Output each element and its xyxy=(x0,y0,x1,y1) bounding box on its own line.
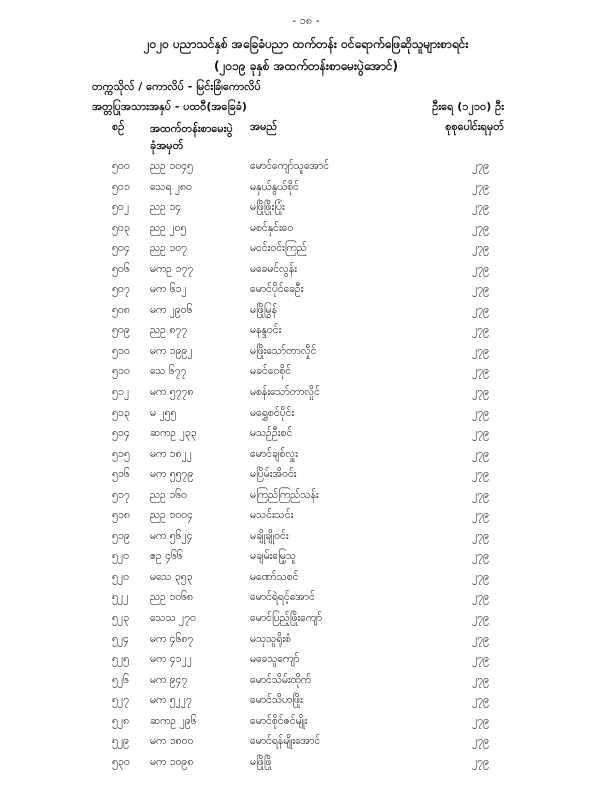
total-marks: ၂၇၉ xyxy=(472,570,489,583)
institution-line: တက္ကသိုလ် / ကောလိပ် - မြင်းခြံ၊ကောလိပ် xyxy=(92,80,261,93)
row-number: ၅၀၇ xyxy=(112,283,130,296)
table-row xyxy=(0,756,612,777)
total-marks: ၂၇၉ xyxy=(472,591,489,604)
table-row xyxy=(0,201,612,222)
table-row xyxy=(0,345,612,366)
roll-number: မကဥ ၁၇၇ xyxy=(150,262,194,275)
total-marks: ၂၇၉ xyxy=(472,653,489,666)
student-name: မစင်နှင်းဝေ xyxy=(250,221,294,234)
student-name: မခင်ဝေစိုင် xyxy=(250,365,292,378)
table-row xyxy=(0,530,612,551)
table-row xyxy=(0,386,612,407)
total-marks: ၂၇၉ xyxy=(472,673,489,686)
column-header-sr: စဉ် xyxy=(112,120,125,133)
row-number: ၅၁၃ xyxy=(112,406,130,419)
table-row xyxy=(0,283,612,304)
table-row xyxy=(0,591,612,612)
subject-line: အတ္တပြုအသားအနှပ် - ပထဝီ(အခြေခံ) xyxy=(92,100,247,113)
results-table xyxy=(0,160,612,776)
student-name: မောင်ပြည့်ဖြိုးကျော် xyxy=(250,612,323,625)
total-marks: ၂၇၉ xyxy=(472,468,489,481)
total-marks: ၂၇၉ xyxy=(472,386,489,399)
student-name: မချမ်းမြေ့သူ xyxy=(250,550,297,563)
total-marks: ၂၇၉ xyxy=(472,283,489,296)
row-number: ၅၁၀ xyxy=(112,344,130,357)
roll-number: ညဥ ၁၀၆၈ xyxy=(150,591,194,604)
total-marks: ၂၇၉ xyxy=(472,344,489,357)
row-number: ၅၀၉ xyxy=(112,324,130,337)
total-marks: ၂၇၉ xyxy=(472,612,489,625)
student-name: မသုသူရိုးစံ xyxy=(250,632,291,645)
table-row xyxy=(0,653,612,674)
total-marks: ၂၇၉ xyxy=(472,714,489,727)
table-row xyxy=(0,735,612,756)
count-heading: ဦးရေ (၁၂၁၀) ဦး xyxy=(432,100,504,113)
row-number: ၅၀၆ xyxy=(112,262,130,275)
total-marks: ၂၇၉ xyxy=(472,755,489,768)
row-number: ၅၂၄ xyxy=(112,632,129,645)
total-marks: ၂၇၉ xyxy=(472,632,489,645)
total-marks: ၂၇၉ xyxy=(472,427,489,440)
student-name: မပြိမ်းအိဝင်း xyxy=(250,468,297,481)
column-header-roll: အထက်တန်းစာမေးပွဲ ခုံအမှတ် xyxy=(150,122,233,152)
student-name: မောင်ရန်မျိုးအောင် xyxy=(250,735,321,748)
roll-number: မက ၅၇၇၈ xyxy=(150,386,194,399)
student-name: မငင်းဝင်းကြည် xyxy=(250,242,307,255)
student-name: မနှယ်နွယ်စိုင် xyxy=(250,180,299,193)
document-title: ၂၀၂၀ ပညာသင်နှစ် အခြေခံပညာ ထက်တန်း ဝင်ရောက်ဖြေဆိုသူများစာရင်း xyxy=(143,37,469,51)
total-marks: ၂၇၉ xyxy=(472,242,489,255)
table-row xyxy=(0,160,612,181)
roll-number: မက ၂၉၀၆ xyxy=(150,303,193,316)
roll-number: ညဥ ၁၀၀၄ xyxy=(150,509,193,522)
roll-number: ညဥ ၂၀၅ xyxy=(150,221,187,234)
total-marks: ၂၇၉ xyxy=(472,447,489,460)
roll-number: မက ၅၅၇၉ xyxy=(150,468,194,481)
row-number: ၅၁၄ xyxy=(112,427,130,440)
total-marks: ၂၇၉ xyxy=(472,303,489,316)
roll-number: မက ၁၈၂၂ xyxy=(150,447,192,460)
table-row xyxy=(0,571,612,592)
roll-number: ညဥ ၁၆၀ xyxy=(150,488,188,501)
table-row xyxy=(0,263,612,284)
table-row xyxy=(0,694,612,715)
row-number: ၅၂၀ xyxy=(112,550,129,563)
row-number: ၅၂၃ xyxy=(112,612,129,625)
student-name: မဖြိုးသော်တာလှိုင် xyxy=(250,344,317,357)
roll-number: မက ၆၁၂ xyxy=(150,283,187,296)
student-name: မနန္ဒဝင်း xyxy=(250,324,282,337)
table-row xyxy=(0,242,612,263)
total-marks: ၂၇၉ xyxy=(472,201,489,214)
roll-number: သေရ ၂၈၀ xyxy=(150,180,192,193)
roll-number: မက ၅၂၂၇ xyxy=(150,694,192,707)
table-row xyxy=(0,468,612,489)
total-marks: ၂၇၉ xyxy=(472,529,489,542)
roll-number: ညဥ ၈၇၇ xyxy=(150,324,188,337)
row-number: ၅၂၉ xyxy=(112,735,129,748)
student-name: မောင်ချစ်လှူး xyxy=(250,447,298,460)
total-marks: ၂၇၉ xyxy=(472,262,489,275)
student-name: မောင်ပိုင်ခေဦး xyxy=(250,283,304,296)
student-name: မောင်သိမ်းထိုက် xyxy=(250,673,312,686)
row-number: ၅၃၀ xyxy=(112,755,130,768)
document-subtitle: (၂၀၁၉ ခုနှစ် အထက်တန်းစာမေးပွဲအောင်) xyxy=(213,59,399,73)
column-header-marks: စုစုပေါင်းရမှတ် xyxy=(445,120,504,133)
roll-number: မက ၁၉၉၂ xyxy=(150,344,193,357)
row-number: ၅၀၀ xyxy=(112,160,130,172)
student-name: မဖြိုဖြို xyxy=(250,755,272,768)
table-row xyxy=(0,633,612,654)
row-number: ၅၁၉ xyxy=(112,529,130,542)
row-number: ၅၀၄ xyxy=(112,242,130,255)
table-row xyxy=(0,222,612,243)
table-row xyxy=(0,324,612,345)
roll-number: ညဥ ၁၄ xyxy=(150,201,182,214)
total-marks: ၂၇၉ xyxy=(472,406,489,419)
roll-number: မက ၁၈၀၀ xyxy=(150,735,194,748)
roll-number: မ ၂၅၅ xyxy=(150,406,177,419)
roll-number: သေသ ၂၇၀ xyxy=(150,612,196,625)
total-marks: ၂၇၉ xyxy=(472,324,489,337)
row-number: ၅၀၂ xyxy=(112,201,129,214)
table-row xyxy=(0,550,612,571)
roll-number: မက ၁၀၉၈ xyxy=(150,755,194,768)
table-row xyxy=(0,365,612,386)
roll-number: မက ၅၆၂၄ xyxy=(150,529,193,542)
student-name: မစန်းသော်တာလှိုင် xyxy=(250,386,320,399)
table-row xyxy=(0,448,612,469)
row-number: ၅၁၇ xyxy=(112,488,130,501)
roll-number: ညဥ ၁၀၄၅ xyxy=(150,160,193,172)
student-name: မရွှေစင်ပိုင်း xyxy=(250,406,295,419)
roll-number: ညဥ ၁၀၇ xyxy=(150,242,188,255)
row-number: ၅၁၀ xyxy=(112,365,130,378)
roll-number: မသေ ၃၅၃ xyxy=(150,570,193,583)
student-name: မဖြိုမြွန် xyxy=(250,303,277,316)
row-number: ၅၂၂ xyxy=(112,591,129,604)
total-marks: ၂၇၉ xyxy=(472,735,489,748)
total-marks: ၂၇၉ xyxy=(472,550,489,563)
table-row xyxy=(0,427,612,448)
table-row xyxy=(0,304,612,325)
roll-number: မက ၄၁၂၂ xyxy=(150,653,192,666)
student-name: မဏော်သစင် xyxy=(250,570,299,583)
student-name: မခေမင်လွန်း xyxy=(250,262,297,275)
table-row xyxy=(0,612,612,633)
student-name: မသဉ်ဦးစင် xyxy=(250,427,293,440)
row-number: ၅၂၈ xyxy=(112,714,130,727)
total-marks: ၂၇၉ xyxy=(472,509,489,522)
row-number: ၅၂၆ xyxy=(112,673,129,686)
student-name: မခေသူကျော် xyxy=(250,653,300,666)
row-number: ၅၂၅ xyxy=(112,653,129,666)
row-number: ၅၀၃ xyxy=(112,221,130,234)
student-name: မောင်ကျော်သူအောင် xyxy=(250,160,330,172)
student-name: မကြည်ကြည်သန်း xyxy=(250,488,319,501)
table-row xyxy=(0,509,612,530)
column-header-name: အမည် xyxy=(250,120,278,133)
row-number: ၅၂၀ xyxy=(112,570,129,583)
total-marks: ၂၇၉ xyxy=(472,221,489,234)
table-row xyxy=(0,715,612,736)
table-row xyxy=(0,489,612,510)
page-number: - ၁၈ - xyxy=(292,14,320,27)
row-number: ၅၁၅ xyxy=(112,447,130,460)
student-name: မောင်သိဟဖြိုး xyxy=(250,694,303,707)
row-number: ၅၁၂ xyxy=(112,386,129,399)
roll-number: ဆကဥ ၂၃၃ xyxy=(150,427,197,440)
row-number: ၅၁၈ xyxy=(112,509,130,522)
row-number: ၅၀၁ xyxy=(112,180,130,193)
total-marks: ၂၇၉ xyxy=(472,488,489,501)
roll-number: မက ၉၄၇ xyxy=(150,673,188,686)
row-number: ၅၁၆ xyxy=(112,468,130,481)
roll-number: မက ၄၆၈၇ xyxy=(150,632,194,645)
table-row xyxy=(0,674,612,695)
total-marks: ၂၇၉ xyxy=(472,180,489,193)
roll-number: သေ ၆၇၇ xyxy=(150,365,187,378)
student-name: မချိုချိုဝင်း xyxy=(250,529,289,542)
student-name: မောင်စိုင်ဇင်မျိုး xyxy=(250,714,308,727)
roll-number: ဧဥ ၄၆၆ xyxy=(150,550,183,563)
student-name: မဖြိုဖြိုးပြုံး xyxy=(250,201,285,214)
student-name: မောင်ရဲရင့်အောင် xyxy=(250,591,315,604)
row-number: ၅၂၇ xyxy=(112,694,129,707)
total-marks: ၂၇၉ xyxy=(472,365,489,378)
total-marks: ၂၇၉ xyxy=(472,694,489,707)
table-row xyxy=(0,407,612,428)
student-name: မသင်းသင်း xyxy=(250,509,294,522)
total-marks: ၂၇၉ xyxy=(472,160,489,172)
roll-number: ဆကဥ ၂၉၆ xyxy=(150,714,197,727)
row-number: ၅၀၈ xyxy=(112,303,130,316)
table-row xyxy=(0,181,612,202)
